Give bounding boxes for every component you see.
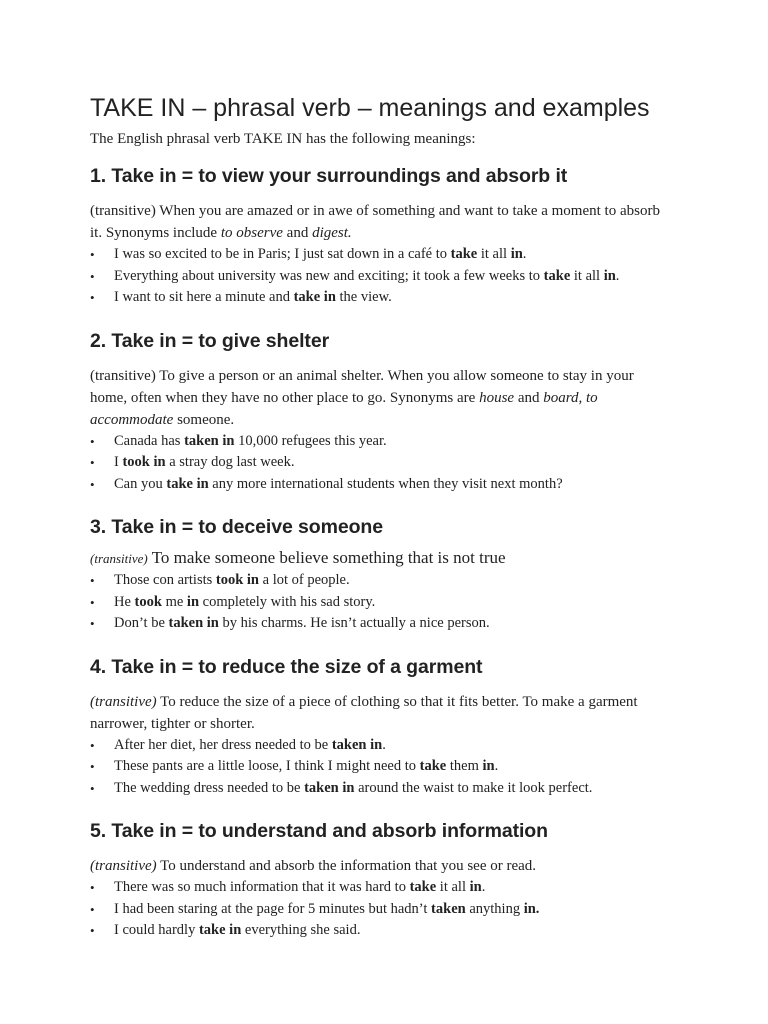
- section-heading: 5. Take in = to understand and absorb information: [90, 820, 548, 842]
- example-item: [90, 474, 670, 496]
- example-text: it all: [570, 267, 604, 284]
- example-text: The wedding dress needed to be: [114, 779, 305, 796]
- section-meaning-4: [90, 653, 670, 800]
- section-description: [90, 365, 670, 431]
- desc-text: To make someone believe something that is not true: [147, 548, 506, 567]
- phrasal-verb: take: [409, 879, 437, 895]
- example-item: [90, 452, 670, 474]
- example-text: 10,000 refugees this year.: [234, 432, 387, 449]
- example-item: [90, 266, 670, 288]
- example-text: around the waist to make it look perfect.: [354, 779, 593, 796]
- example-text: by his charms. He isn’t actually a nice person.: [218, 615, 490, 631]
- section-description: [90, 200, 670, 244]
- example-item: [90, 287, 670, 309]
- desc-text: and: [514, 389, 544, 406]
- example-item: [90, 431, 670, 453]
- phrasal-verb: in.: [523, 900, 540, 917]
- example-text: it all: [477, 246, 511, 262]
- phrasal-verb: take: [450, 246, 478, 262]
- desc-text: someone.: [173, 411, 235, 428]
- example-text: any more international students when they visit next month?: [208, 475, 563, 492]
- phrasal-verb: take in: [198, 922, 242, 938]
- example-text: anything: [465, 900, 524, 917]
- example-item: [90, 899, 670, 921]
- section-meaning-5: [90, 817, 670, 942]
- example-text: a stray dog last week.: [165, 454, 295, 470]
- example-text: a lot of people.: [259, 572, 350, 588]
- grammar-label: (transitive): [90, 858, 157, 874]
- example-text: .: [382, 736, 386, 753]
- synonym: to observe: [220, 225, 283, 241]
- phrasal-verb: taken: [431, 900, 466, 917]
- example-text: Those con artists: [114, 572, 216, 588]
- example-text: everything she said.: [241, 922, 361, 938]
- example-text: completely with his sad story.: [199, 593, 376, 610]
- example-item: [90, 592, 670, 614]
- example-item: [90, 778, 670, 800]
- phrasal-verb: taken in: [331, 736, 383, 753]
- phrasal-verb: take in: [293, 289, 336, 305]
- example-text: After her diet, her dress needed to be: [114, 736, 332, 753]
- phrasal-verb: in: [510, 246, 523, 262]
- synonym: board, to accommodate: [90, 389, 598, 428]
- section-meaning-2: [90, 327, 670, 496]
- example-item: [90, 877, 670, 899]
- phrasal-verb: take: [543, 267, 571, 284]
- example-list: [90, 570, 670, 635]
- desc-text: (transitive) To give a person or an animal shelter. When you allow someone to stay in your home, often when they have no other place to go. Synonyms are: [90, 367, 634, 406]
- example-item: [90, 920, 670, 942]
- phrasal-verb: took in: [122, 454, 166, 470]
- section-description: [90, 691, 670, 735]
- example-list: [90, 244, 670, 309]
- example-text: Canada has: [114, 432, 185, 449]
- section-heading: 1. Take in = to view your surroundings and absorb it: [90, 165, 568, 187]
- document-page: [90, 90, 670, 942]
- section-meaning-1: [90, 162, 670, 309]
- example-text: it all: [436, 879, 470, 895]
- section-heading: 4. Take in = to reduce the size of a garment: [90, 655, 483, 678]
- example-item: [90, 735, 670, 757]
- grammar-label: (transitive): [90, 551, 148, 566]
- example-text: I had been staring at the page for 5 minutes but hadn’t: [114, 900, 432, 917]
- phrasal-verb: taken in: [168, 615, 219, 631]
- example-text: These pants are a little loose, I think I might need to: [114, 758, 420, 774]
- example-text: Don’t be: [114, 615, 169, 631]
- desc-text: (transitive) When you are amazed or in awe of something and want to take a moment to absorb it. Synonyms include: [90, 203, 660, 241]
- example-text: Everything about university was new and exciting; it took a few weeks to: [114, 267, 544, 284]
- section-description: [90, 855, 670, 877]
- phrasal-verb: take: [419, 758, 447, 774]
- phrasal-verb: in: [186, 593, 200, 610]
- section-heading: 2. Take in = to give shelter: [90, 329, 330, 352]
- example-text: .: [615, 267, 620, 284]
- phrasal-verb: in: [603, 267, 616, 284]
- example-item: [90, 244, 670, 266]
- example-text: me: [161, 593, 187, 610]
- example-text: the view.: [335, 289, 392, 305]
- title-term: TAKE IN: [90, 94, 186, 122]
- example-list: [90, 431, 670, 496]
- example-item: [90, 613, 670, 635]
- phrasal-verb: in: [482, 758, 495, 774]
- example-text: .: [522, 246, 527, 262]
- phrasal-verb: took in: [215, 572, 260, 588]
- phrasal-verb: take in: [166, 475, 209, 492]
- desc-text: To reduce the size of a piece of clothing so that it fits better. To make a garment narrower, tighter or shorter.: [90, 693, 638, 732]
- example-text: .: [481, 879, 486, 895]
- section-heading: 3. Take in = to deceive someone: [90, 516, 383, 538]
- section-meaning-3: [90, 513, 670, 635]
- desc-text: and: [282, 225, 313, 241]
- phrasal-verb: taken in: [304, 779, 355, 796]
- phrasal-verb: took: [134, 593, 162, 610]
- example-text: There was so much information that it was hard to: [114, 879, 410, 895]
- section-description: [90, 547, 670, 570]
- synonym: house: [479, 389, 515, 406]
- synonym: digest.: [312, 225, 352, 241]
- desc-text: To understand and absorb the information that you see or read.: [156, 858, 537, 874]
- phrasal-verb: in: [469, 879, 482, 895]
- phrasal-verb: taken in: [184, 432, 235, 449]
- example-list: [90, 735, 670, 800]
- example-list: [90, 877, 670, 942]
- grammar-label: (transitive): [90, 693, 157, 710]
- example-text: .: [494, 758, 499, 774]
- intro-text: The English phrasal verb TAKE IN has the following meanings:: [90, 131, 476, 147]
- example-text: I could hardly: [114, 922, 199, 938]
- example-text: I: [114, 454, 123, 470]
- example-text: Can you: [114, 475, 167, 492]
- example-text: He: [114, 593, 135, 610]
- page-title: [90, 90, 670, 126]
- title-subtitle: – phrasal verb – meanings and examples: [185, 94, 650, 122]
- example-text: them: [446, 758, 483, 774]
- example-item: [90, 756, 670, 778]
- example-text: I want to sit here a minute and: [114, 289, 294, 305]
- example-item: [90, 570, 670, 592]
- example-text: I was so excited to be in Paris; I just sat down in a café to: [114, 246, 451, 262]
